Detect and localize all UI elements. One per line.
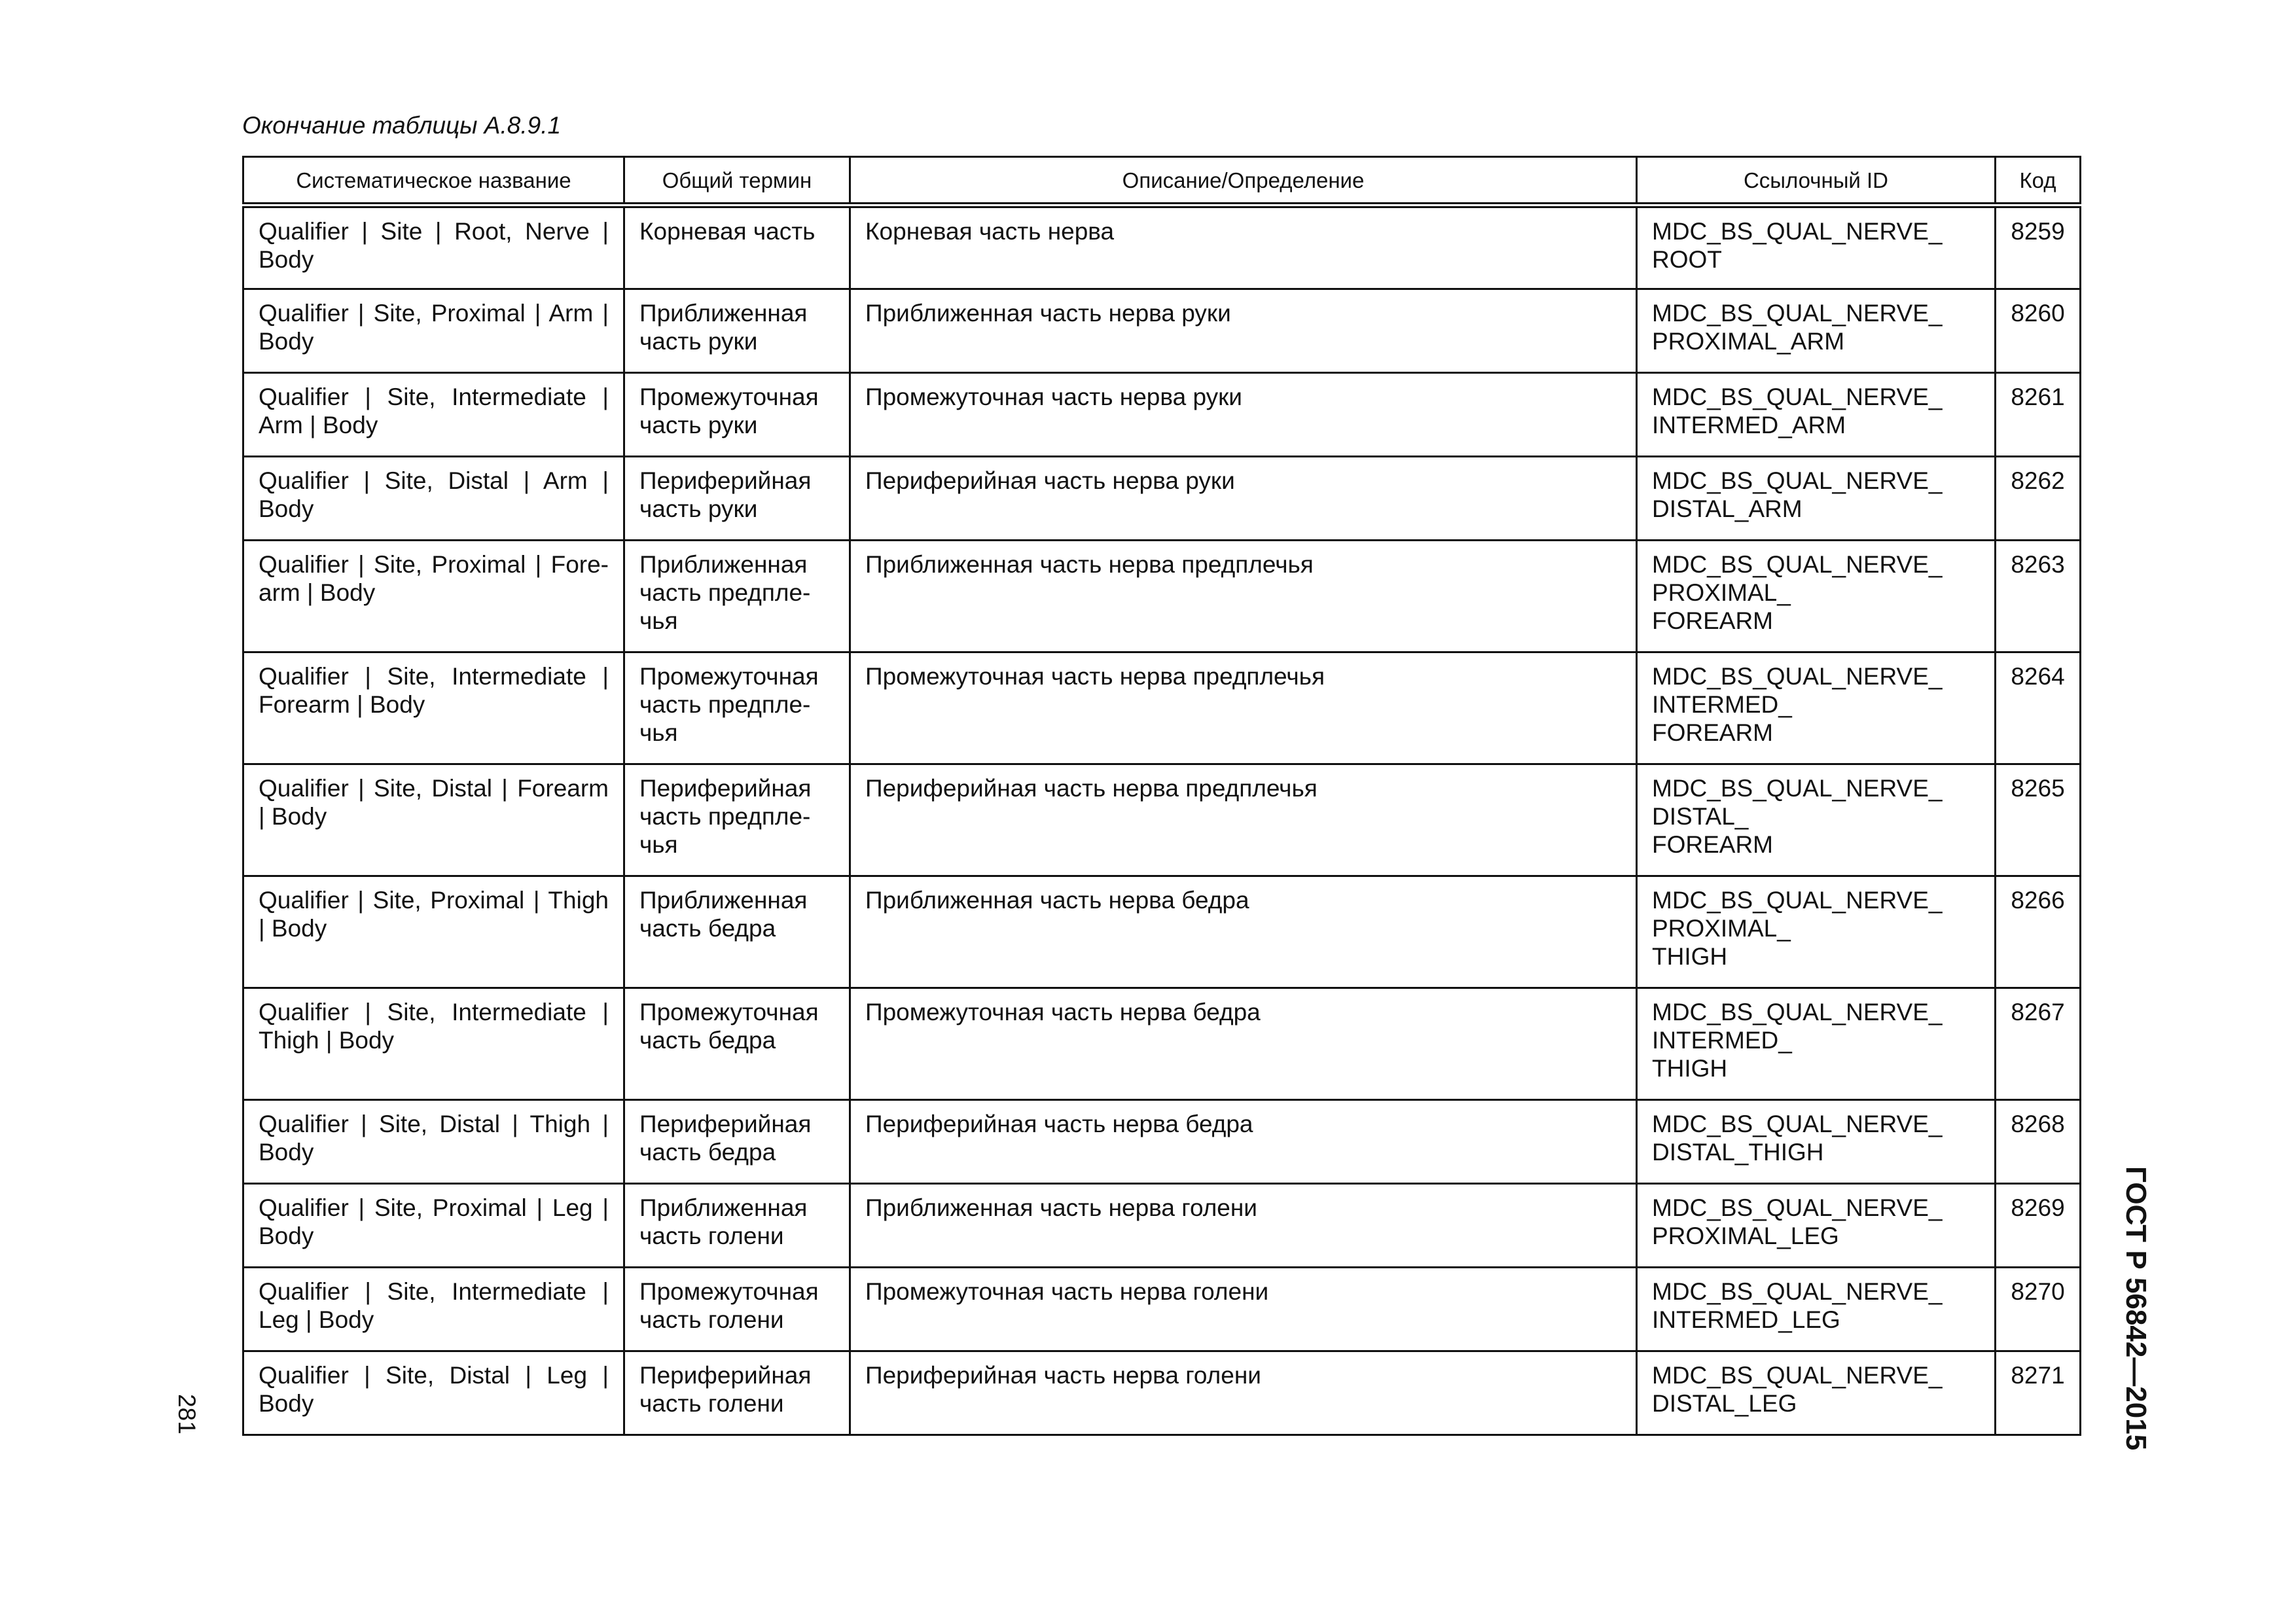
cell-description: Промежуточная часть нерва предплечья — [850, 652, 1637, 764]
cell-description: Периферийная часть нерва руки — [850, 457, 1637, 541]
cell-description: Приближенная часть нерва предплечья — [850, 541, 1637, 652]
cell-line: MDC_BS_QUAL_NERVE_ — [1652, 999, 1943, 1026]
cell-line: часть голени — [639, 1222, 784, 1249]
cell-reference-id — [1637, 289, 1996, 373]
cell-line: FOREARM — [1652, 607, 1773, 634]
cell-reference-id — [1637, 988, 1996, 1100]
cell-systematic-name — [243, 541, 624, 652]
cell-common-term — [624, 541, 850, 652]
cell-common-term — [624, 876, 850, 988]
cell-reference-id — [1637, 457, 1996, 541]
table-caption: Окончание таблицы А.8.9.1 — [242, 112, 562, 139]
cell-systematic-name — [243, 988, 624, 1100]
cell-code: 8261 — [1996, 373, 2081, 457]
cell-description: Промежуточная часть нерва бедра — [850, 988, 1637, 1100]
cell-line: MDC_BS_QUAL_NERVE_ — [1652, 775, 1943, 802]
cell-reference-id — [1637, 1184, 1996, 1268]
cell-line: MDC_BS_QUAL_NERVE_ — [1652, 383, 1943, 410]
cell-systematic-name — [243, 205, 624, 289]
cell-reference-id — [1637, 876, 1996, 988]
cell-line: часть голени — [639, 1390, 784, 1417]
cell-code: 8264 — [1996, 652, 2081, 764]
header-systematic-name: Систематическое название — [243, 157, 624, 205]
cell-line: Body — [259, 1139, 314, 1166]
table-row — [243, 541, 2081, 652]
cell-line: Приближенная — [639, 551, 808, 578]
cell-common-term — [624, 457, 850, 541]
cell-line: MDC_BS_QUAL_NERVE_ — [1652, 663, 1943, 690]
cell-description: Периферийная часть нерва голени — [850, 1351, 1637, 1435]
cell-line: THIGH — [1652, 943, 1728, 970]
cell-line: DISTAL_ — [1652, 803, 1749, 830]
cell-line: Приближенная — [639, 887, 808, 914]
cell-line: Body — [259, 328, 314, 355]
cell-line: часть руки — [639, 328, 758, 355]
cell-line: PROXIMAL_ — [1652, 915, 1791, 942]
cell-line: Приближенная — [639, 300, 808, 327]
table-row — [243, 457, 2081, 541]
cell-code: 8270 — [1996, 1268, 2081, 1351]
cell-line: Промежуточная — [639, 663, 819, 690]
cell-line: часть голени — [639, 1306, 784, 1333]
header-code: Код — [1996, 157, 2081, 205]
header-description: Описание/Определение — [850, 157, 1637, 205]
cell-reference-id — [1637, 652, 1996, 764]
cell-line: Приближенная — [639, 1194, 808, 1221]
cell-code: 8267 — [1996, 988, 2081, 1100]
cell-line: Thigh | Body — [259, 1027, 395, 1054]
cell-line: Qualifier | Site, Distal | Thigh | — [259, 1111, 609, 1137]
cell-line: Промежуточная — [639, 999, 819, 1026]
cell-code: 8260 — [1996, 289, 2081, 373]
cell-line: INTERMED_ARM — [1652, 412, 1846, 438]
page-number-text: 281 — [173, 1394, 200, 1435]
cell-common-term — [624, 1268, 850, 1351]
header-common-term: Общий термин — [624, 157, 850, 205]
cell-systematic-name — [243, 1268, 624, 1351]
cell-systematic-name — [243, 764, 624, 876]
cell-line: часть предпле- — [639, 691, 811, 718]
cell-line: чья — [639, 831, 678, 858]
page-number — [173, 1394, 229, 1453]
cell-line: PROXIMAL_LEG — [1652, 1222, 1839, 1249]
cell-line: MDC_BS_QUAL_NERVE_ — [1652, 1278, 1943, 1305]
cell-line: MDC_BS_QUAL_NERVE_ — [1652, 1362, 1943, 1389]
cell-code: 8259 — [1996, 205, 2081, 289]
cell-line: часть предпле- — [639, 803, 811, 830]
cell-line: Промежуточная — [639, 1278, 819, 1305]
cell-reference-id — [1637, 205, 1996, 289]
cell-line: PROXIMAL_ — [1652, 579, 1791, 606]
cell-line: | Body — [259, 803, 327, 830]
cell-line: Body — [259, 246, 314, 273]
cell-line: arm | Body — [259, 579, 376, 606]
cell-line: Корневая часть — [639, 218, 816, 245]
cell-code: 8269 — [1996, 1184, 2081, 1268]
cell-line: INTERMED_ — [1652, 1027, 1792, 1054]
cell-reference-id — [1637, 373, 1996, 457]
cell-systematic-name — [243, 1100, 624, 1184]
cell-systematic-name — [243, 652, 624, 764]
cell-common-term — [624, 373, 850, 457]
table-row — [243, 205, 2081, 289]
cell-line: Body — [259, 495, 314, 522]
cell-line: MDC_BS_QUAL_NERVE_ — [1652, 1111, 1943, 1137]
cell-line: Qualifier | Site, Intermediate | — [259, 663, 609, 690]
table-row — [243, 764, 2081, 876]
cell-line: часть руки — [639, 412, 758, 438]
terms-table — [242, 156, 2081, 1436]
cell-systematic-name — [243, 1184, 624, 1268]
table-row — [243, 652, 2081, 764]
cell-systematic-name — [243, 289, 624, 373]
cell-line: Периферийная — [639, 1362, 812, 1389]
cell-code: 8263 — [1996, 541, 2081, 652]
table-row — [243, 1100, 2081, 1184]
cell-line: Qualifier | Site, Distal | Arm | — [259, 467, 609, 494]
cell-line: Qualifier | Site, Distal | Forearm — [259, 775, 609, 802]
cell-line: Qualifier | Site, Proximal | Thigh — [259, 887, 609, 914]
table-row — [243, 289, 2081, 373]
table-row — [243, 1268, 2081, 1351]
cell-reference-id — [1637, 1268, 1996, 1351]
table-row — [243, 1351, 2081, 1435]
cell-description: Периферийная часть нерва предплечья — [850, 764, 1637, 876]
cell-description: Приближенная часть нерва бедра — [850, 876, 1637, 988]
cell-line: чья — [639, 607, 678, 634]
cell-line: Периферийная — [639, 467, 812, 494]
cell-line: Qualifier | Site, Proximal | Fore- — [259, 551, 609, 578]
cell-description: Промежуточная часть нерва голени — [850, 1268, 1637, 1351]
cell-line: Промежуточная — [639, 383, 819, 410]
cell-systematic-name — [243, 457, 624, 541]
cell-line: Qualifier | Site, Intermediate | — [259, 999, 609, 1026]
cell-line: Arm | Body — [259, 412, 378, 438]
table-body — [243, 205, 2081, 1435]
cell-line: INTERMED_ — [1652, 691, 1792, 718]
cell-common-term — [624, 205, 850, 289]
cell-reference-id — [1637, 1351, 1996, 1435]
table-row — [243, 373, 2081, 457]
cell-common-term — [624, 1100, 850, 1184]
cell-line: Body — [259, 1390, 314, 1417]
cell-line: Forearm | Body — [259, 691, 425, 718]
cell-common-term — [624, 289, 850, 373]
cell-line: Qualifier | Site, Proximal | Leg | — [259, 1194, 609, 1221]
table-row — [243, 1184, 2081, 1268]
document-standard-title — [2120, 1166, 2160, 1451]
cell-code: 8265 — [1996, 764, 2081, 876]
cell-code: 8266 — [1996, 876, 2081, 988]
standard-title-text: ГОСТ Р 56842—2015 — [2120, 1166, 2152, 1451]
cell-systematic-name — [243, 876, 624, 988]
cell-common-term — [624, 652, 850, 764]
cell-line: часть предпле- — [639, 579, 811, 606]
cell-code: 8271 — [1996, 1351, 2081, 1435]
cell-description: Приближенная часть нерва голени — [850, 1184, 1637, 1268]
cell-line: MDC_BS_QUAL_NERVE_ — [1652, 551, 1943, 578]
cell-line: THIGH — [1652, 1055, 1728, 1082]
cell-code: 8262 — [1996, 457, 2081, 541]
cell-line: DISTAL_ARM — [1652, 495, 1803, 522]
cell-line: чья — [639, 719, 678, 746]
cell-description: Периферийная часть нерва бедра — [850, 1100, 1637, 1184]
cell-line: Qualifier | Site, Distal | Leg | — [259, 1362, 609, 1389]
cell-reference-id — [1637, 764, 1996, 876]
table-row — [243, 988, 2081, 1100]
cell-line: MDC_BS_QUAL_NERVE_ — [1652, 218, 1943, 245]
cell-line: часть бедра — [639, 915, 776, 942]
cell-reference-id — [1637, 1100, 1996, 1184]
cell-line: MDC_BS_QUAL_NERVE_ — [1652, 1194, 1943, 1221]
cell-line: часть руки — [639, 495, 758, 522]
cell-line: MDC_BS_QUAL_NERVE_ — [1652, 467, 1943, 494]
cell-line: Периферийная — [639, 775, 812, 802]
cell-line: Qualifier | Site, Intermediate | — [259, 1278, 609, 1305]
cell-common-term — [624, 764, 850, 876]
cell-line: Leg | Body — [259, 1306, 374, 1333]
cell-line: MDC_BS_QUAL_NERVE_ — [1652, 300, 1943, 327]
cell-line: Body — [259, 1222, 314, 1249]
cell-line: DISTAL_LEG — [1652, 1390, 1797, 1417]
cell-line: Qualifier | Site, Proximal | Arm | — [259, 300, 609, 327]
cell-common-term — [624, 988, 850, 1100]
cell-line: PROXIMAL_ARM — [1652, 328, 1845, 355]
cell-common-term — [624, 1184, 850, 1268]
cell-line: часть бедра — [639, 1027, 776, 1054]
cell-description: Приближенная часть нерва руки — [850, 289, 1637, 373]
cell-systematic-name — [243, 1351, 624, 1435]
cell-line: FOREARM — [1652, 831, 1773, 858]
cell-line: Qualifier | Site | Root, Nerve | — [259, 218, 609, 245]
cell-line: MDC_BS_QUAL_NERVE_ — [1652, 887, 1943, 914]
cell-line: INTERMED_LEG — [1652, 1306, 1840, 1333]
cell-line: Периферийная — [639, 1111, 812, 1137]
cell-common-term — [624, 1351, 850, 1435]
cell-reference-id — [1637, 541, 1996, 652]
table-row — [243, 876, 2081, 988]
cell-systematic-name — [243, 373, 624, 457]
cell-line: DISTAL_THIGH — [1652, 1139, 1824, 1166]
cell-line: Qualifier | Site, Intermediate | — [259, 383, 609, 410]
header-reference-id: Ссылочный ID — [1637, 157, 1996, 205]
cell-line: ROOT — [1652, 246, 1722, 273]
cell-line: | Body — [259, 915, 327, 942]
cell-description: Промежуточная часть нерва руки — [850, 373, 1637, 457]
table-header-row — [243, 157, 2081, 205]
cell-description: Корневая часть нерва — [850, 205, 1637, 289]
cell-line: FOREARM — [1652, 719, 1773, 746]
cell-line: часть бедра — [639, 1139, 776, 1166]
cell-code: 8268 — [1996, 1100, 2081, 1184]
